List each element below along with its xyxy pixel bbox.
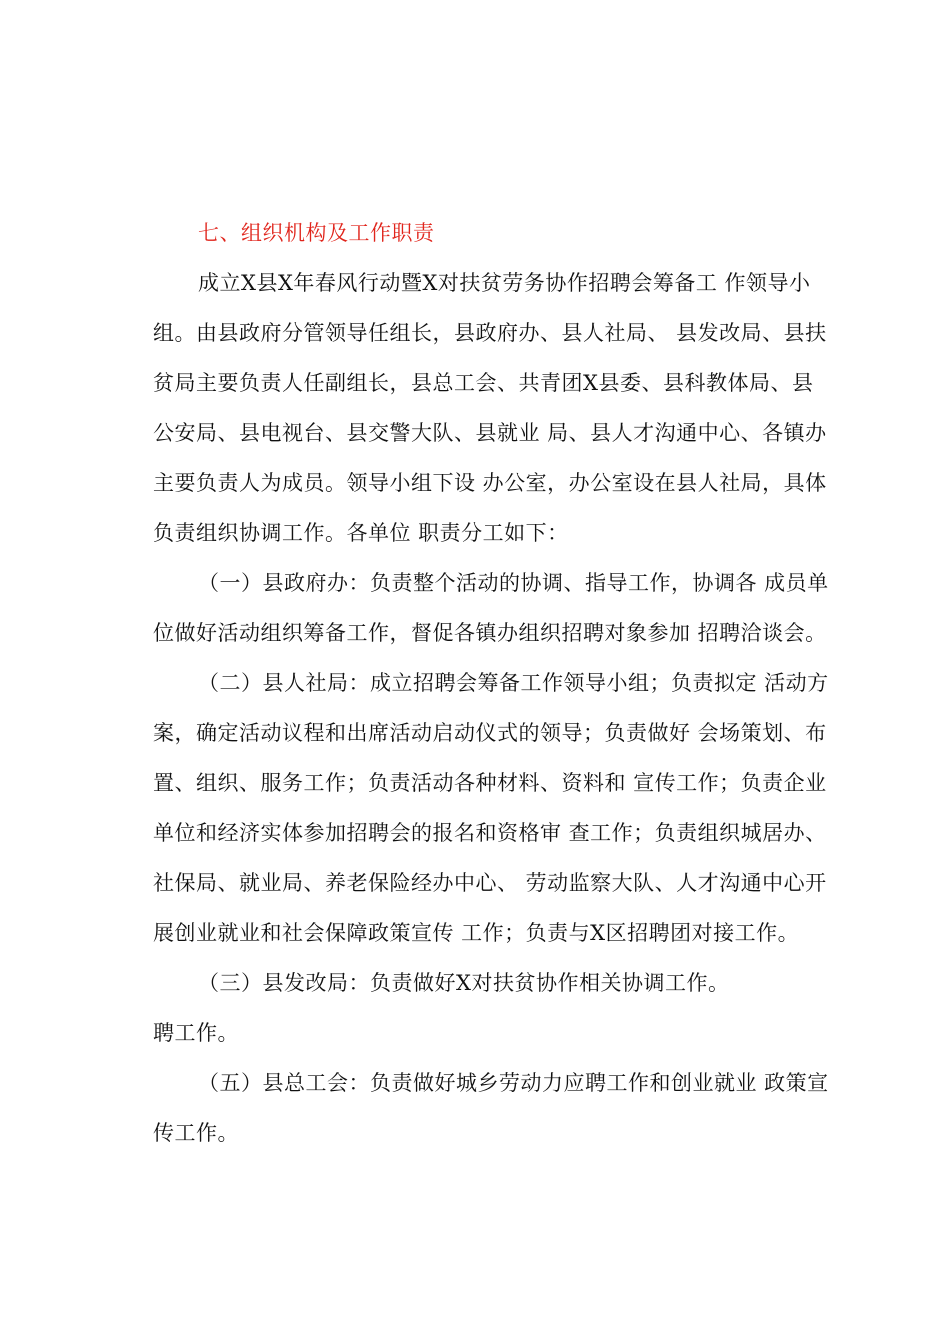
paragraph-line: （五）县总工会：负责做好城乡劳动力应聘工作和创业就业 政策宣	[198, 1071, 829, 1095]
paragraph-line: 贫局主要负责人任副组长，县总工会、共青团X县委、县科教体局、县	[153, 371, 814, 395]
paragraph-line: 单位和经济实体参加招聘会的报名和资格审 查工作；负责组织城居办、	[153, 821, 827, 845]
paragraph-line: 位做好活动组织筹备工作，督促各镇办组织招聘对象参加 招聘洽谈会。	[153, 621, 827, 645]
paragraph-line: （一）县政府办：负责整个活动的协调、指导工作，协调各 成员单	[198, 571, 829, 595]
paragraph-line: 负责组织协调工作。各单位 职责分工如下：	[153, 521, 569, 545]
paragraph-line: 置、组织、服务工作；负责活动各种材料、资料和 宣传工作；负责企业	[153, 771, 827, 795]
paragraph-line: 社保局、就业局、养老保险经办中心、 劳动监察大队、人才沟通中心开	[153, 871, 827, 895]
paragraph-line: 成立X县X年春风行动暨X对扶贫劳务协作招聘会筹备工 作领导小	[198, 271, 811, 295]
paragraph-line: （二）县人社局：成立招聘会筹备工作领导小组；负责拟定 活动方	[198, 671, 829, 695]
paragraph-line: 展创业就业和社会保障政策宣传 工作；负责与X区招聘团对接工作。	[153, 921, 800, 945]
paragraph-line: 公安局、县电视台、县交警大队、县就业 局、县人才沟通中心、各镇办	[153, 421, 827, 445]
paragraph-line: 组。由县政府分管领导任组长，县政府办、县人社局、 县发改局、县扶	[153, 321, 827, 345]
paragraph-line: 案，确定活动议程和出席活动启动仪式的领导；负责做好 会场策划、布	[153, 721, 827, 745]
paragraph-line: 传工作。	[153, 1121, 239, 1145]
paragraph-line: 主要负责人为成员。领导小组下设 办公室，办公室设在县人社局，具体	[153, 471, 827, 495]
paragraph-line: （三）县发改局：负责做好X对扶贫协作相关协调工作。	[198, 971, 730, 995]
section-heading: 七、组织机构及工作职责	[198, 221, 435, 245]
paragraph-line: 聘工作。	[153, 1021, 239, 1045]
